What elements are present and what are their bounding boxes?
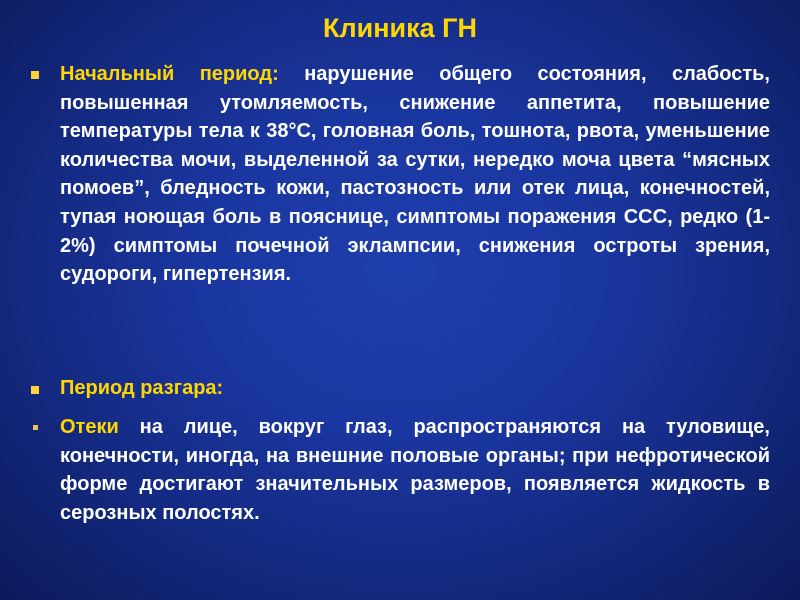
paragraph-peak-period (60, 374, 770, 403)
paragraph-initial-period (60, 60, 770, 289)
text-initial-period: нарушение общего состояния, слабость, повышенная утомляемость, снижение аппетита, повышение температуры тела к 38°С, головная боль, тошнота, рвота, уменьшение количества мочи, выделенной за сутки, нередко моча цвета “мясных помоев”, бледность кожи, пастозность или отек лица, конечностей, тупая ноющая боль в пояснице, симптомы поражения ССС, редко (1-2%) симптомы почечной эклампсии, снижения остроты зрения, судороги, гипертензия. (60, 63, 770, 286)
heading-peak-period: Период разгара: (60, 377, 224, 399)
bullet-square-icon (31, 386, 39, 394)
text-edema: на лице, вокруг глаз, распространяются на туловище, конечности, иногда, на внешние половые органы; при нефротической форме достигают значительных размеров, появляется жидкость в серозных полостях. (60, 416, 770, 524)
slide-title: Клиника ГН (323, 13, 477, 43)
heading-edema: Отеки (60, 416, 119, 438)
heading-initial-period: Начальный период: (60, 63, 279, 85)
bullet-sub-icon (33, 425, 38, 430)
bullet-square-icon (31, 71, 39, 79)
paragraph-edema (60, 413, 770, 527)
